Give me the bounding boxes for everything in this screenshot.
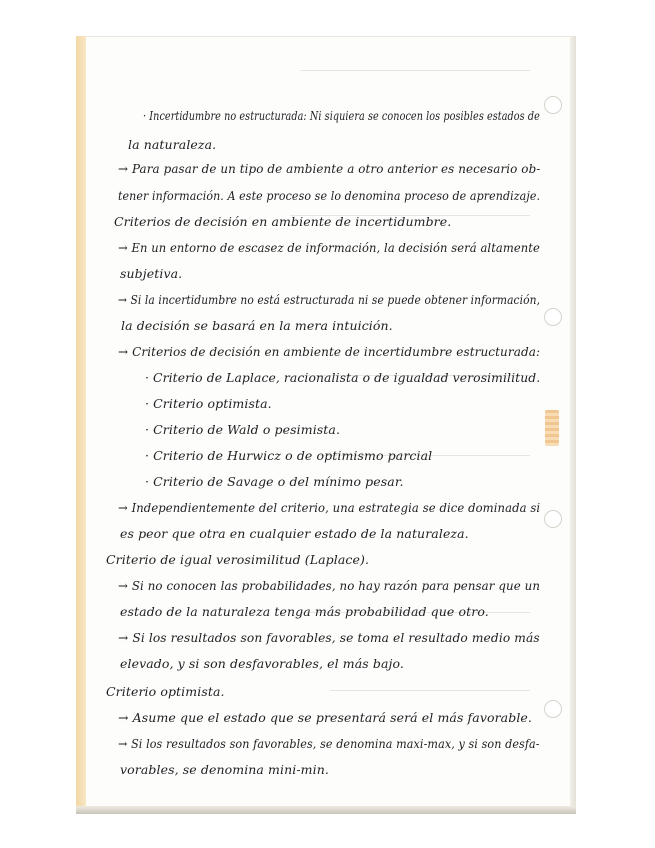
punch-hole-lower-middle (544, 510, 562, 528)
note-line: la naturaleza. (128, 137, 217, 152)
list-item: · Criterio de Wald o pesimista. (145, 422, 341, 437)
page-tab-marker (545, 410, 559, 446)
page-right-edge (570, 36, 576, 814)
section-heading: Criterios de decisión en ambiente de incertidumbre. (114, 214, 452, 229)
punch-hole-top (544, 96, 562, 114)
punch-hole-bottom (544, 700, 562, 718)
note-line: → Si no conocen las probabilidades, no hay razón para pensar que un (118, 578, 541, 593)
note-line: subjetiva. (120, 266, 183, 281)
note-line: → Si los resultados son favorables, se toma el resultado medio más (118, 630, 540, 645)
note-line: → En un entorno de escasez de información, la decisión será altamente (118, 240, 540, 255)
note-line: · Incertidumbre no estructurada: Ni siquiera se conocen los posibles estados de (143, 108, 540, 123)
note-line: → Para pasar de un tipo de ambiente a otro anterior es necesario ob- (118, 161, 541, 176)
section-heading: Criterio optimista. (106, 684, 225, 699)
show-through-mark (330, 690, 530, 691)
note-line: → Criterios de decisión en ambiente de incertidumbre estructurada: (118, 344, 541, 359)
page-binding-edge (76, 36, 86, 814)
note-line: vorables, se denomina mini-min. (120, 762, 329, 777)
section-heading: Criterio de igual verosimilitud (Laplace). (106, 552, 370, 567)
list-item: · Criterio de Savage o del mínimo pesar. (145, 474, 404, 489)
list-item: · Criterio de Laplace, racionalista o de igualdad verosimilitud. (145, 370, 541, 385)
list-item: · Criterio optimista. (145, 396, 272, 411)
note-line: → Independientemente del criterio, una estrategia se dice dominada si (118, 500, 541, 515)
note-line: estado de la naturaleza tenga más probabilidad que otro. (120, 604, 489, 619)
note-line: elevado, y si son desfavorables, el más bajo. (120, 656, 405, 671)
note-line: → Si los resultados son favorables, se denomina maxi-max, y si son desfa- (118, 736, 540, 751)
note-line: → Asume que el estado que se presentará será el más favorable. (118, 710, 533, 725)
show-through-mark (300, 70, 530, 71)
note-line: → Si la incertidumbre no está estructurada ni se puede obtener información, (118, 292, 541, 307)
note-line: la decisión se basará en la mera intuición. (121, 318, 393, 333)
punch-hole-upper-middle (544, 308, 562, 326)
page-bottom-shadow (76, 806, 576, 814)
note-line: es peor que otra en cualquier estado de la naturaleza. (120, 526, 469, 541)
note-line: tener información. A este proceso se lo denomina proceso de aprendizaje. (118, 188, 541, 203)
list-item: · Criterio de Hurwicz o de optimismo parcial (145, 448, 433, 463)
